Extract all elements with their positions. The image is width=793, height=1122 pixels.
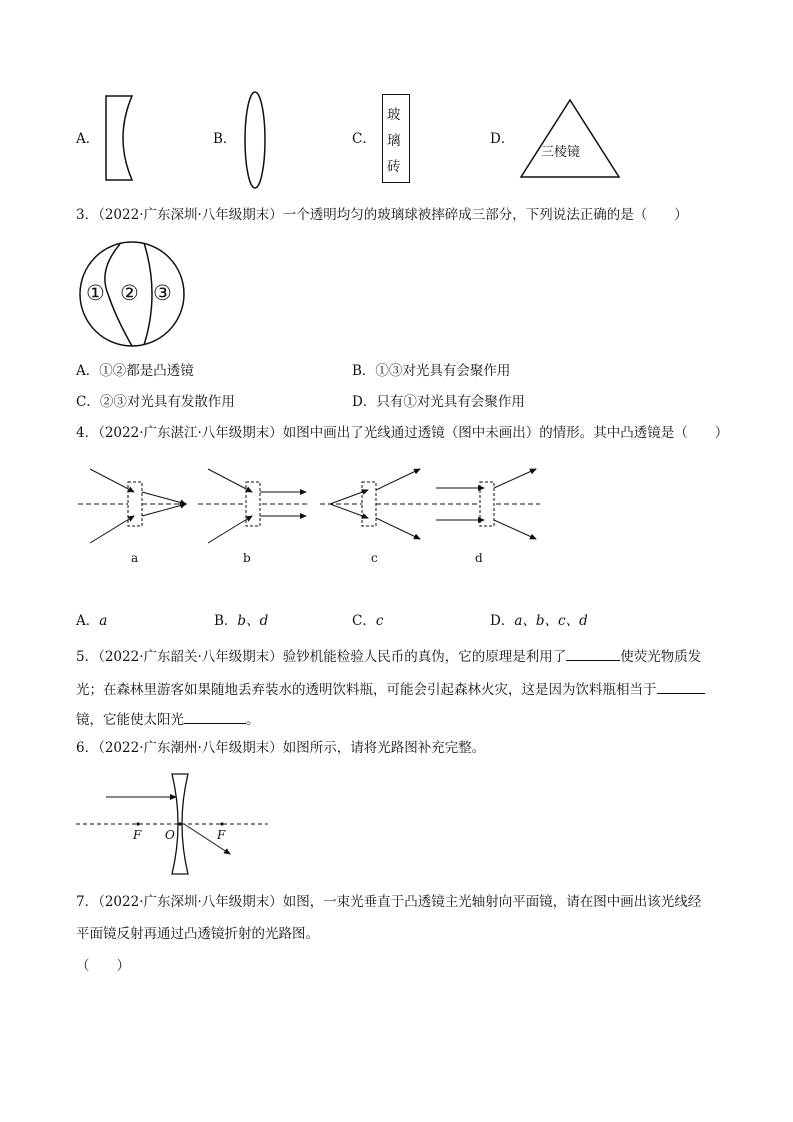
q5-line1-text-b: 使荧光物质发	[620, 649, 702, 665]
q6-focus-left: F	[133, 828, 142, 842]
q5-line-1	[76, 648, 701, 665]
q3-stem: 3．（2022·广东深圳·八年级期末）一个透明均匀的玻璃球被摔碎成三部分，下列说法正确的是（ ）	[76, 207, 688, 223]
q5-line-2	[76, 681, 705, 698]
q4-option-d[interactable]	[490, 615, 588, 629]
q3-part-2: ②	[120, 281, 139, 305]
q4-label-c: c	[371, 551, 378, 565]
q4-option-a-letter: A．	[76, 613, 100, 629]
q4-fig-a	[78, 469, 190, 543]
q5-blank-3[interactable]	[184, 711, 246, 724]
q5-line1-text-a: 5．（2022·广东韶关·八年级期末）验钞机能检验人民币的真伪，它的原理是利用了	[76, 649, 567, 665]
q4-option-a[interactable]	[76, 615, 107, 629]
q4-option-c-letter: C．	[352, 613, 376, 629]
q3-part-1: ①	[86, 281, 105, 305]
q2-option-a-concave-lens-figure	[104, 92, 136, 184]
q5-line-3	[76, 711, 260, 728]
q2-option-b-convex-lens-figure	[240, 88, 270, 192]
q3-part-3: ③	[153, 281, 172, 305]
q2-option-b-letter[interactable]: B．	[213, 131, 237, 147]
q4-label-d: d	[475, 551, 483, 565]
q5-line3-text-b: 。	[246, 712, 260, 728]
q4-option-c[interactable]	[352, 615, 383, 629]
glass-brick-char-2: 璃	[387, 133, 401, 149]
q7-line-2: 平面镜反射再通过凸透镜折射的光路图。	[76, 926, 319, 942]
q2-option-a-letter[interactable]: A．	[76, 131, 100, 147]
q2-option-c-glass-brick-figure	[382, 94, 410, 183]
q6-stem: 6．（2022·广东潮州·八年级期末）如图所示，请将光路图补充完整。	[76, 740, 486, 756]
q7-line-1: 7．（2022·广东深圳·八年级期末）如图，一束光垂直于凸透镜主光轴射向平面镜，请在图中画出该光线经	[76, 894, 702, 910]
q4-option-a-value: a	[99, 613, 108, 629]
q4-option-b-letter: B．	[214, 613, 238, 629]
q4-fig-c	[320, 469, 428, 539]
q5-line3-text-a: 镜，它能使太阳光	[76, 712, 184, 728]
q3-option-c[interactable]: C．②③对光具有发散作用	[76, 394, 235, 410]
q2-option-c-letter[interactable]: C．	[352, 131, 376, 147]
q4-fig-d	[432, 469, 540, 539]
glass-brick-char-1: 玻	[387, 107, 401, 123]
prism-label: 三棱镜	[541, 145, 581, 160]
q4-option-b[interactable]	[214, 615, 268, 629]
q4-fig-b	[198, 469, 310, 543]
q4-option-c-value: c	[375, 613, 384, 629]
q5-blank-2[interactable]	[657, 681, 705, 694]
q2-option-d-prism-figure	[518, 98, 622, 180]
q6-focus-right: F	[217, 828, 226, 842]
q7-answer-paren[interactable]: （ ）	[76, 958, 130, 974]
q2-option-d-letter[interactable]: D．	[490, 131, 515, 147]
q5-blank-1[interactable]	[566, 648, 620, 661]
q4-label-a: a	[131, 551, 139, 565]
q4-option-b-value: b、d	[237, 613, 269, 629]
q4-label-b: b	[243, 551, 251, 565]
glass-brick-char-3: 砖	[387, 159, 401, 175]
q3-option-d[interactable]: D．只有①对光具有会聚作用	[352, 394, 525, 410]
q6-optical-center: O	[165, 828, 175, 842]
q4-option-d-value: a、b、c、d	[514, 613, 588, 629]
q4-stem: 4．（2022·广东湛江·八年级期末）如图中画出了光线通过透镜（图中未画出）的情形。其中凸透镜是（ ）	[76, 425, 729, 441]
q3-option-b[interactable]: B．①③对光具有会聚作用	[352, 363, 511, 379]
q4-light-paths-figure	[74, 455, 544, 555]
q5-line2-text-a: 光；在森林里游客如果随地丢弃装水的透明饮料瓶，可能会引起森林火灾，这是因为饮料瓶相当于	[76, 682, 657, 698]
q4-option-d-letter: D．	[490, 613, 515, 629]
q3-option-a[interactable]: A．①②都是凸透镜	[76, 363, 194, 379]
q6-concave-lens-figure	[76, 770, 272, 880]
